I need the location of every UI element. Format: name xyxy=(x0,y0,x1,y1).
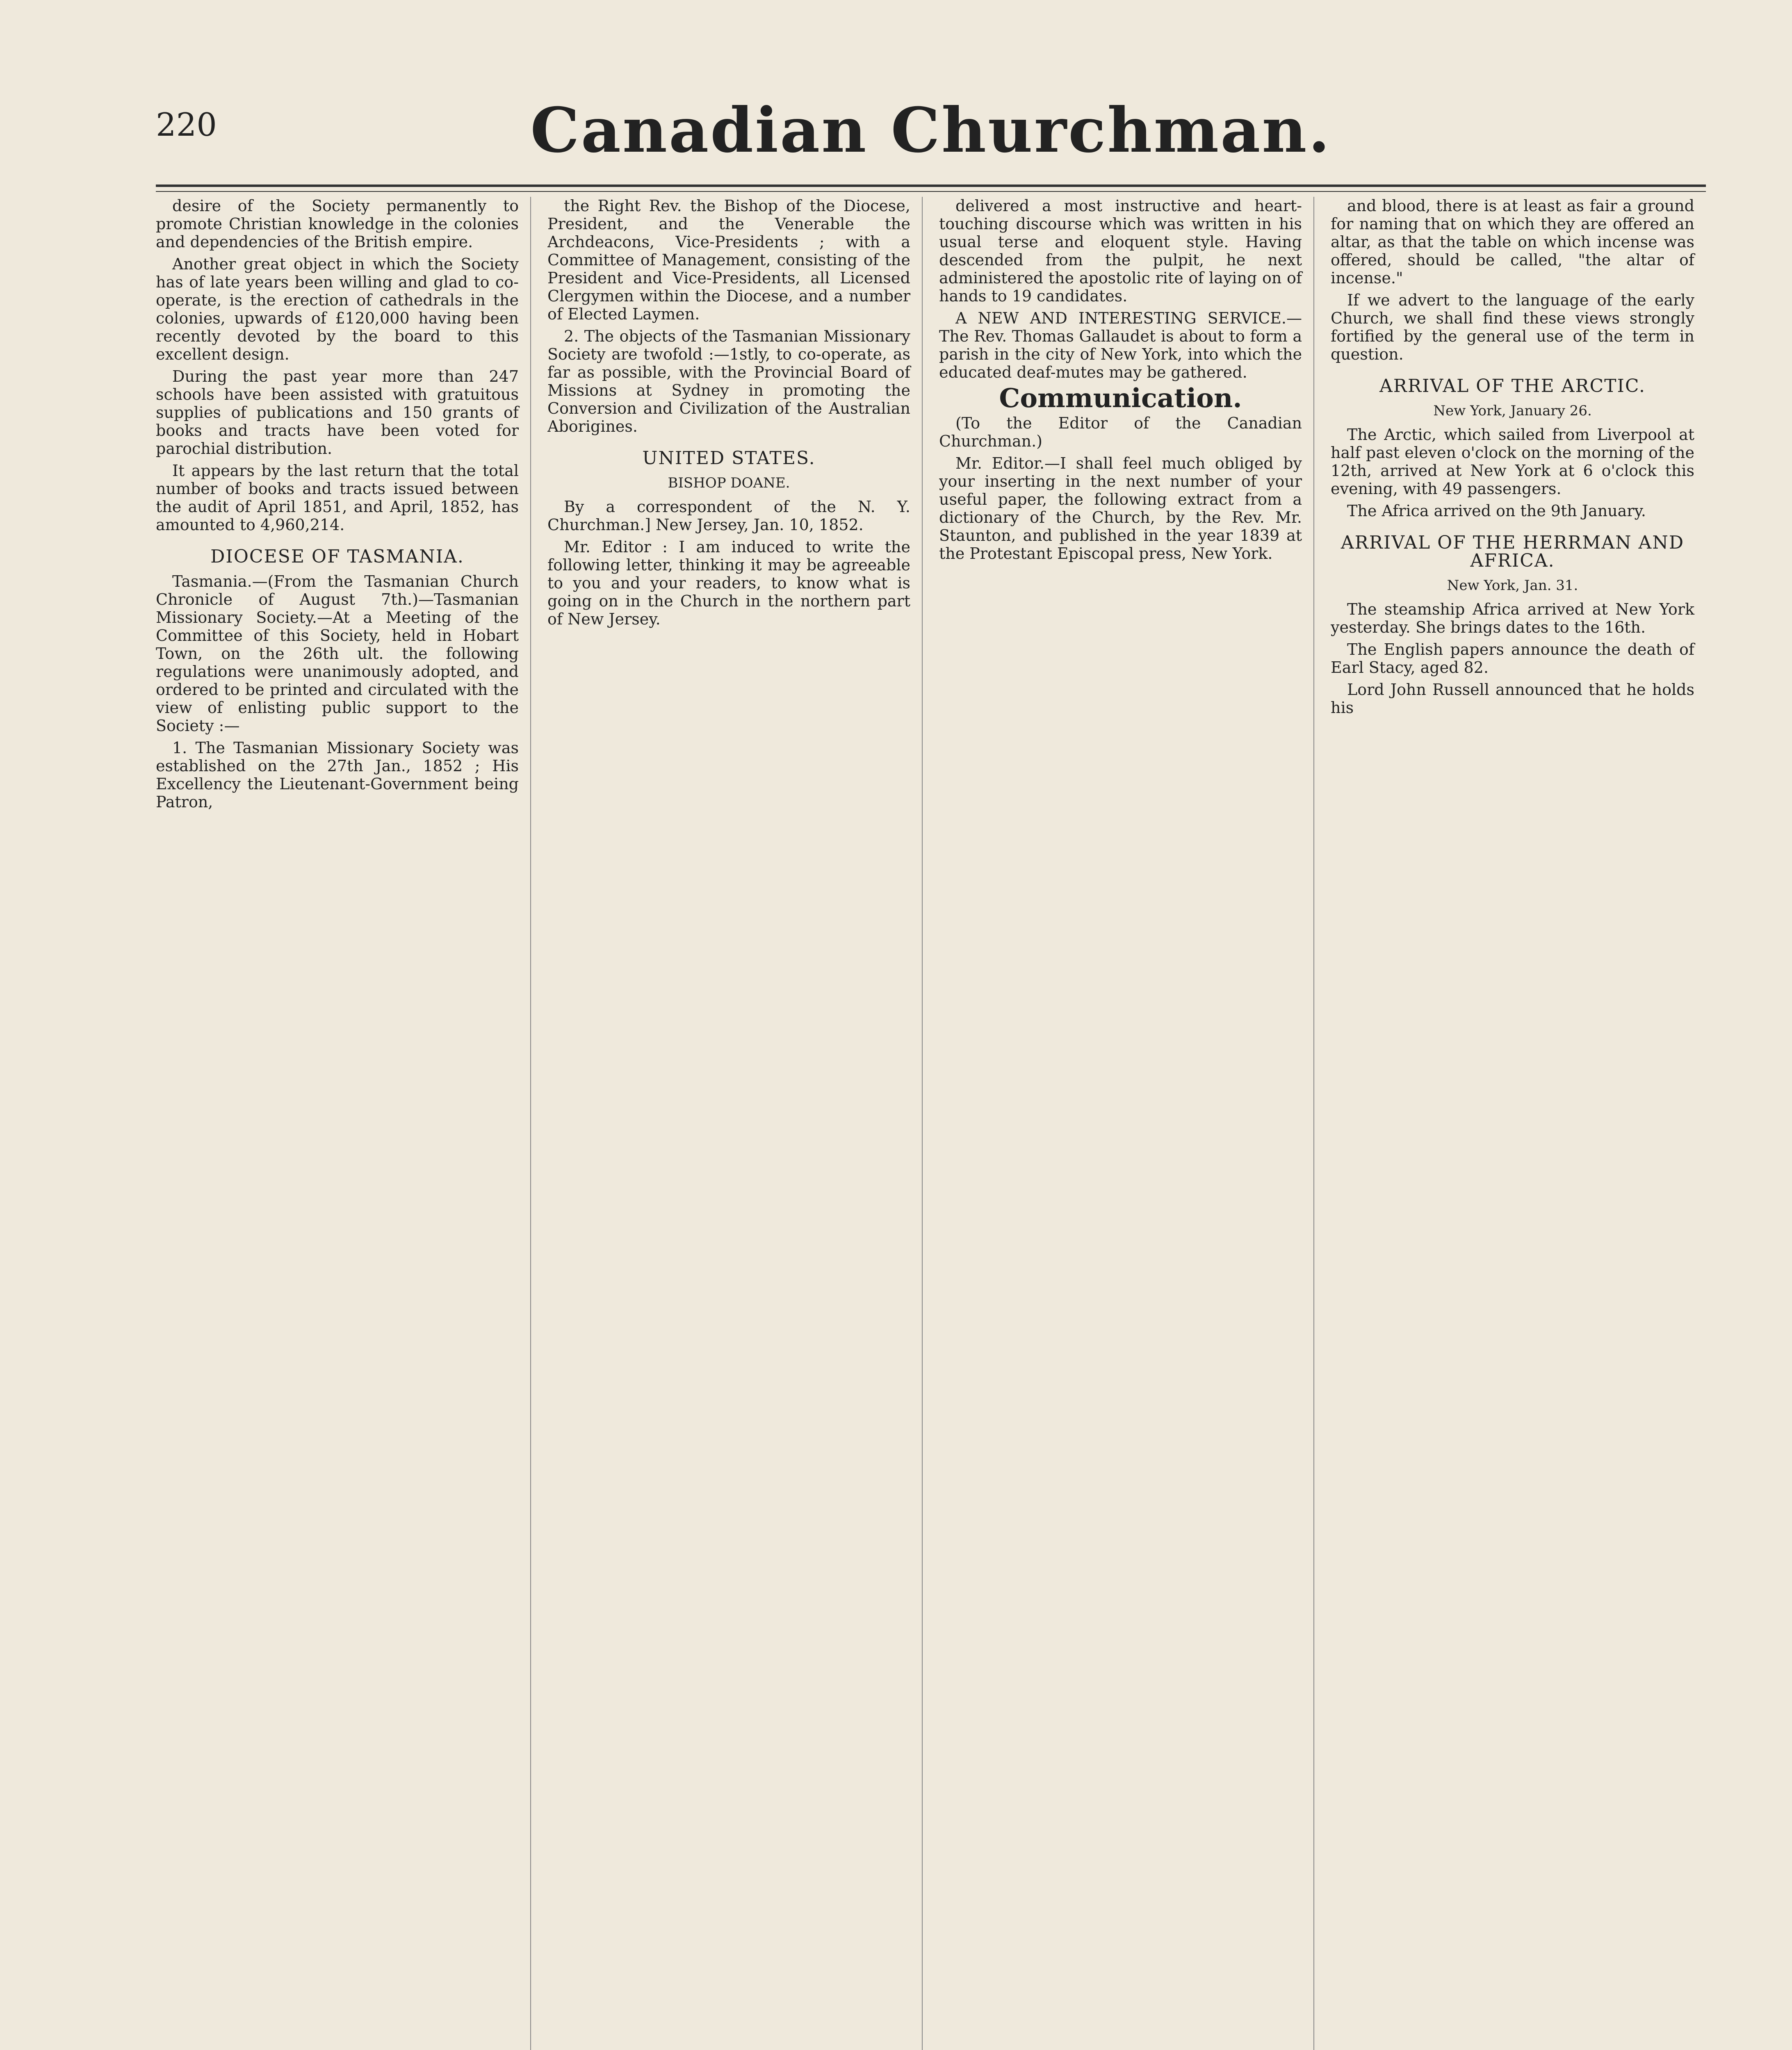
column-grid xyxy=(156,197,1706,2050)
paragraph: The Africa arrived on the 9th January. xyxy=(1347,502,1646,520)
section-heading: ARRIVAL OF THE ARCTIC. xyxy=(1379,376,1646,396)
column-1 xyxy=(156,197,531,2050)
section-subheading: New York, Jan. 31. xyxy=(1447,577,1578,594)
paragraph: A NEW AND INTERESTING SERVICE.—The Rev. Thomas Gallaudet is about to form a parish in the city of New York, into which the educated deaf-mutes may be gathered. xyxy=(939,309,1302,381)
paragraph: delivered a most instructive and heart-touching discourse which was written in his usual terse and eloquent style. Having descended from the pulpit, he next administered the apostolic rite of laying on of hands to 19 candidates. xyxy=(939,197,1302,305)
section-heading: ARRIVAL OF THE HERRMAN AND AFRICA. xyxy=(1341,532,1685,571)
paragraph: Mr. Editor.—I shall feel much obliged by your inserting in the next number of your useful paper, the following extract from a dictionary of the Church, by the Rev. Mr. Staunton, and published in the year 1839 at the Protestant Episcopal press, New York. xyxy=(939,454,1302,563)
paragraph: the Right Rev. the Bishop of the Diocese, President, and the Venerable the Archdeacons, Vice-Presidents ; with a Committee of Management, consisting of the President and Vice-Presidents, all Licensed Clergymen within the Diocese, and a number of Elected Laymen. xyxy=(547,197,910,323)
paragraph: Mr. Editor : I am induced to write the following letter, thinking it may be agreeable to you and your readers, to know what is going on in the Church in the northern part of New Jersey. xyxy=(547,538,910,628)
column-2 xyxy=(547,197,923,2050)
paragraph: By a correspondent of the N. Y. Churchman.] New Jersey, Jan. 10, 1852. xyxy=(547,498,910,534)
paragraph: During the past year more than 247 schools have been assisted with gratuitous supplies of publications and 150 grants of books and tracts have been voted for parochial distribution. xyxy=(156,367,519,458)
paragraph: The English papers announce the death of Earl Stacy, aged 82. xyxy=(1331,640,1694,676)
paragraph: If we advert to the language of the early Church, we shall find these views strongly fortified by the general use of the term in question. xyxy=(1331,291,1694,363)
paragraph: Lord John Russell announced that he holds his xyxy=(1331,681,1694,717)
paragraph: desire of the Society permanently to promote Christian knowledge in the colonies and dependencies of the British empire. xyxy=(156,197,519,251)
masthead: Canadian Churchman. xyxy=(530,94,1331,166)
paragraph: 2. The objects of the Tasmanian Missionary Society are twofold :—1stly, to co-operate, as far as possible, with the Provincial Board of Missions at Sydney in promoting the Conversion and Civilization of the Australian Aborigines. xyxy=(547,327,910,435)
newspaper-page xyxy=(156,94,1706,2050)
column-4 xyxy=(1331,197,1706,2050)
section-subheading: BISHOP DOANE. xyxy=(668,475,790,491)
paragraph: It appears by the last return that the total number of books and tracts issued between the audit of April 1851, and April, 1852, has amounted to 4,960,214. xyxy=(156,462,519,534)
section-heading: DIOCESE OF TASMANIA. xyxy=(210,546,464,567)
section-heading: Communication. xyxy=(999,383,1242,414)
paragraph: 1. The Tasmanian Missionary Society was established on the 27th Jan., 1852 ; His Excellency the Lieutenant-Government being Patron, xyxy=(156,739,519,811)
paragraph: and blood, there is at least as fair a ground for naming that on which they are offered an altar, as that the table on which incense was offered, should be called, "the altar of incense." xyxy=(1331,197,1694,287)
page-number: 220 xyxy=(156,107,217,144)
paragraph: Tasmania.—(From the Tasmanian Church Chronicle of August 7th.)—Tasmanian Missionary Society.—At a Meeting of the Committee of this Society, held in Hobart Town, on the 26th ult. the following regulations were unanimously adopted, and ordered to be printed and circulated with the view of enlisting public support to the Society :— xyxy=(156,572,519,735)
paragraph: The steamship Africa arrived at New York yesterday. She brings dates to the 16th. xyxy=(1331,600,1694,636)
paragraph: Another great object in which the Society has of late years been willing and glad to co-operate, is the erection of cathedrals in the colonies, upwards of £120,000 having been recently devoted by the board to this excellent design. xyxy=(156,255,519,363)
masthead-rule xyxy=(156,184,1706,192)
section-subheading: New York, January 26. xyxy=(1433,403,1592,419)
paragraph: (To the Editor of the Canadian Churchman.) xyxy=(939,414,1302,450)
paragraph: The Arctic, which sailed from Liverpool at half past eleven o'clock on the morning of the 12th, arrived at New York at 6 o'clock this evening, with 49 passengers. xyxy=(1331,426,1694,498)
column-3 xyxy=(939,197,1314,2050)
section-heading: UNITED STATES. xyxy=(642,448,816,469)
